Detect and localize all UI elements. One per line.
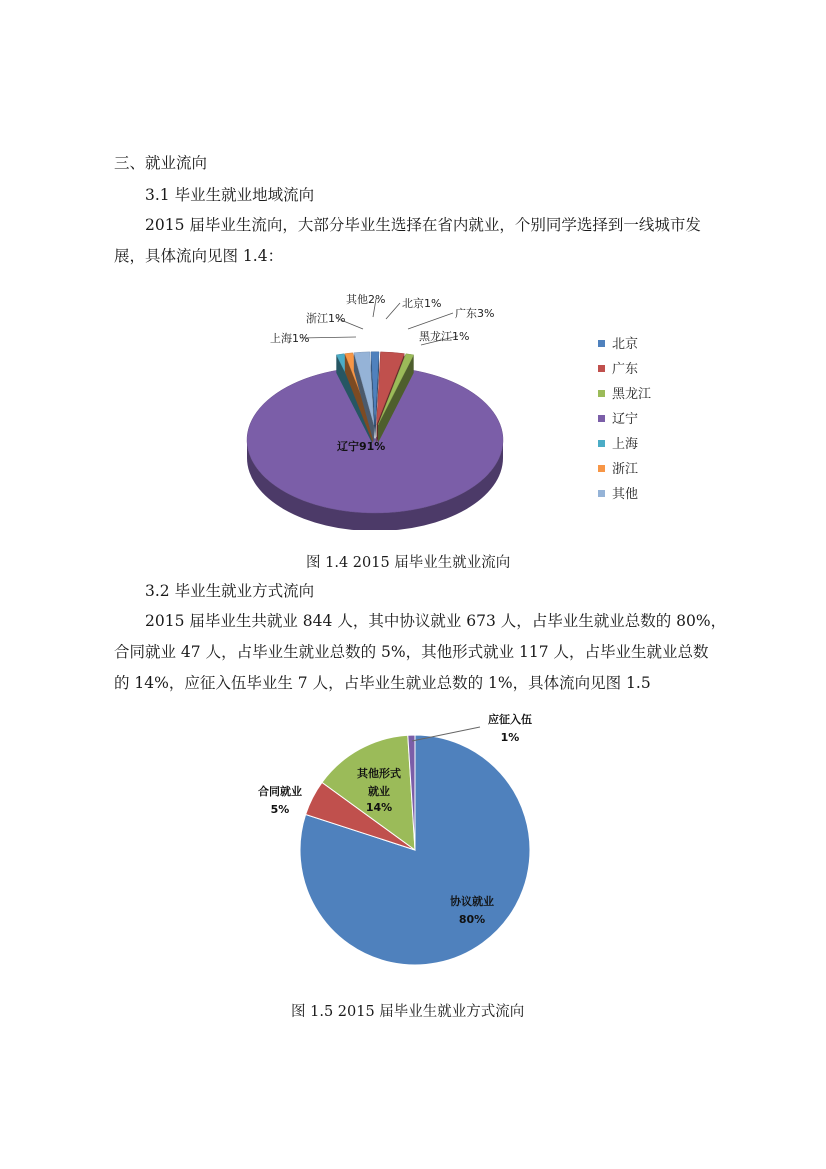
figure-1-4-chart bbox=[230, 285, 680, 530]
pie-1-data-label-5: 浙江1% bbox=[306, 312, 346, 325]
pie-2-label-contract-pct: 5% bbox=[270, 803, 290, 816]
pie-1-legend-swatch-6 bbox=[598, 490, 605, 497]
pie-1-legend-swatch-4 bbox=[598, 440, 605, 447]
pie-1-legend-swatch-0 bbox=[598, 340, 605, 347]
pie-1-data-label-6: 其他2% bbox=[346, 293, 386, 306]
pie-1-data-label-3: 辽宁91% bbox=[337, 440, 386, 453]
paragraph-2-line-2: 合同就业 47 人，占毕业生就业总数的 5%，其他形式就业 117 人，占毕业生就业总数 bbox=[114, 643, 709, 661]
pie-2-label-other-pct: 14% bbox=[365, 801, 393, 814]
paragraph-1-line-1: 2015 届毕业生流向，大部分毕业生选择在省内就业，个别同学选择到一线城市发 bbox=[145, 216, 701, 234]
pie-2-label-enlist-pct: 1% bbox=[500, 731, 520, 744]
pie-2-label-agreement-name: 协议就业 bbox=[450, 895, 494, 908]
pie-1-legend-item-0 bbox=[598, 336, 638, 352]
pie-2-slices bbox=[300, 735, 530, 965]
pie-1-data-label-2: 黑龙江1% bbox=[419, 330, 470, 343]
pie-2-label-contract-name: 合同就业 bbox=[258, 785, 302, 798]
pie-1-legend-label-3: 辽宁 bbox=[612, 412, 639, 427]
pie-1-leader-line-0 bbox=[386, 303, 400, 319]
pie-1-legend-item-1 bbox=[598, 362, 638, 377]
pie-1-legend-label-2: 黑龙江 bbox=[612, 387, 652, 402]
pie-1-legend-item-5 bbox=[598, 461, 638, 477]
pie-1-legend-swatch-5 bbox=[598, 465, 605, 472]
pie-2-label-other-name-1: 其他形式 bbox=[357, 767, 401, 780]
paragraph-1-line-2: 展，具体流向见图 1.4： bbox=[114, 247, 284, 265]
paragraph-2-line-1: 2015 届毕业生共就业 844 人，其中协议就业 673 人，占毕业生就业总数的 80%， bbox=[145, 612, 727, 630]
pie-1-data-label-4: 上海1% bbox=[270, 332, 310, 345]
paragraph-2-line-3: 的 14%，应征入伍毕业生 7 人，占毕业生就业总数的 1%，具体流向见图 1.5 bbox=[114, 674, 651, 692]
pie-1-legend-label-1: 广东 bbox=[612, 362, 639, 377]
pie-1-legend-label-4: 上海 bbox=[612, 437, 639, 452]
figure-1-5-caption: 图 1.5 2015 届毕业生就业方式流向 bbox=[291, 1004, 525, 1020]
pie-1-data-label-0: 北京1% bbox=[402, 297, 442, 310]
pie-1-legend-label-5: 浙江 bbox=[612, 462, 639, 477]
pie-1-leader-line-1 bbox=[408, 313, 453, 329]
pie-2-label-agreement-pct: 80% bbox=[458, 913, 486, 926]
pie-1-legend-item-6 bbox=[598, 486, 638, 502]
pie-1-legend-item-4 bbox=[598, 437, 638, 452]
figure-1-5-chart bbox=[240, 705, 580, 965]
pie-1-legend-swatch-3 bbox=[598, 415, 605, 422]
pie-1-data-label-1: 广东3% bbox=[455, 307, 495, 320]
pie-1-legend-swatch-1 bbox=[598, 365, 605, 372]
subsection-heading-1: 3.1 毕业生就业地域流向 bbox=[145, 186, 315, 204]
pie-2-label-enlist-name: 应征入伍 bbox=[488, 713, 532, 726]
pie-1-legend-label-6: 其他 bbox=[612, 487, 639, 502]
pie-2-label-other-name-2: 就业 bbox=[368, 785, 390, 798]
figure-1-4-caption: 图 1.4 2015 届毕业生就业流向 bbox=[306, 555, 511, 571]
section-heading: 三、就业流向 bbox=[114, 154, 208, 172]
pie-1-legend-item-2 bbox=[598, 386, 651, 402]
subsection-heading-2: 3.2 毕业生就业方式流向 bbox=[145, 582, 315, 600]
pie-1-legend bbox=[598, 336, 651, 502]
pie-1-legend-item-3 bbox=[598, 412, 638, 427]
pie-1-legend-label-0: 北京 bbox=[612, 337, 639, 352]
pie-1-legend-swatch-2 bbox=[598, 390, 605, 397]
